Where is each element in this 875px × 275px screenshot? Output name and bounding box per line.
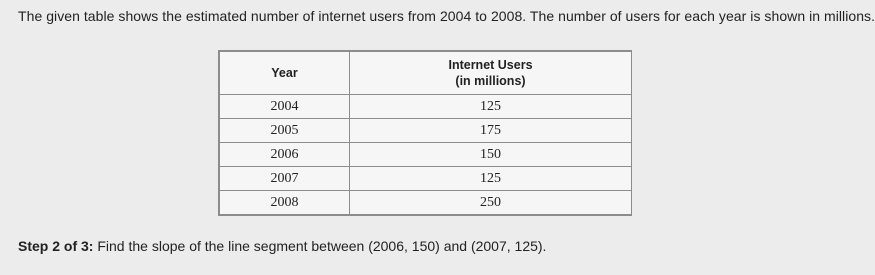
cell-year: 2005 — [220, 119, 350, 143]
header-users-line1: Internet Users — [448, 58, 533, 72]
cell-users: 150 — [350, 143, 632, 167]
table-row — [220, 143, 632, 167]
cell-users: 250 — [350, 191, 632, 215]
header-internet-users — [350, 52, 632, 95]
step-text: Find the slope of the line segment between (2006, 150) and (2007, 125). — [93, 238, 547, 254]
cell-users: 175 — [350, 119, 632, 143]
cell-year: 2004 — [220, 95, 350, 119]
table-row — [220, 167, 632, 191]
table-header-row — [220, 52, 632, 95]
table-row — [220, 191, 632, 215]
cell-users: 125 — [350, 167, 632, 191]
step-label: Step 2 of 3: — [18, 238, 94, 254]
step-instruction — [18, 238, 546, 254]
cell-year: 2006 — [220, 143, 350, 167]
internet-users-table — [219, 51, 632, 215]
cell-users: 125 — [350, 95, 632, 119]
header-users-line2: (in millions) — [455, 74, 526, 88]
table-row — [220, 119, 632, 143]
cell-year: 2008 — [220, 191, 350, 215]
data-table-container — [218, 50, 632, 216]
header-year: Year — [220, 52, 350, 95]
table-row — [220, 95, 632, 119]
cell-year: 2007 — [220, 167, 350, 191]
problem-intro: The given table shows the estimated number of internet users from 2004 to 2008. The number of users for each year is shown in millions. — [18, 8, 875, 24]
